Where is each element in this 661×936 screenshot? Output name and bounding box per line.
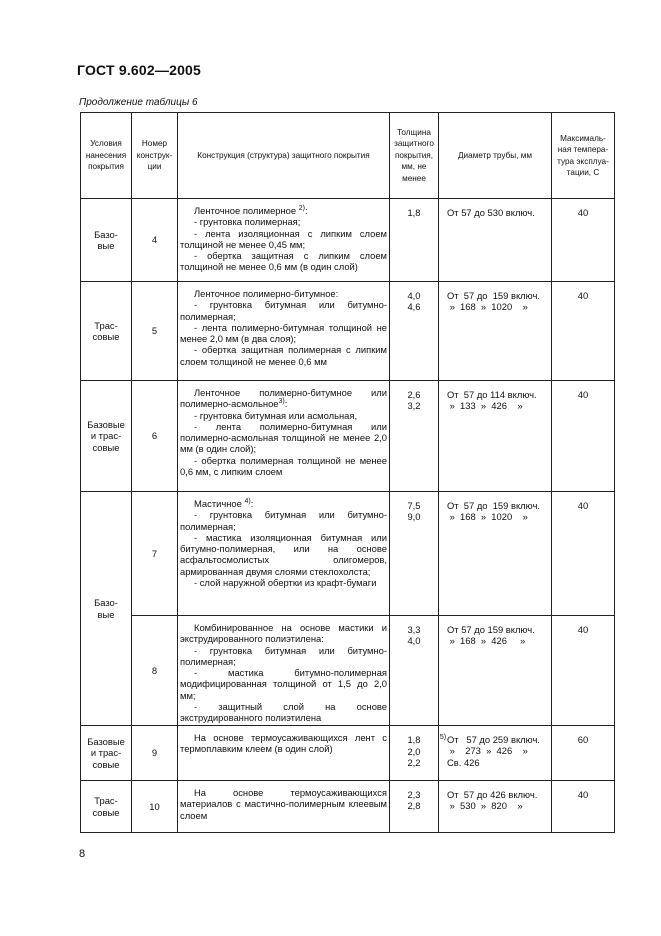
column-header-temperature: Максималь- ная темпера- тура эксплуа- тации, С: [552, 113, 615, 199]
diameter-cell: От 57 до 159 включ. » 168 » 1020 »: [439, 282, 552, 381]
condition-cell: Базовые и трас- совые: [81, 726, 132, 781]
thickness-cell: 1,8: [390, 199, 439, 282]
column-header-construction: Конструкция (структура) защитного покрытия: [178, 113, 390, 199]
diameter-cell: От 57 до 259 включ. » 273 » 426 » Св. 426: [439, 726, 552, 781]
number-cell: 9: [132, 726, 178, 781]
temperature-cell: 40: [552, 282, 615, 381]
condition-cell: Базовые и трас- совые: [81, 381, 132, 492]
column-header-thickness: Толщина защитного покрытия, мм, не менее: [390, 113, 439, 199]
temperature-cell: 40: [552, 492, 615, 616]
thickness-cell: 4,0 4,6: [390, 282, 439, 381]
number-cell: 8: [132, 616, 178, 726]
thickness-cell: 7,5 9,0: [390, 492, 439, 616]
number-cell: 6: [132, 381, 178, 492]
table-row: [81, 781, 615, 833]
temperature-cell: 40: [552, 616, 615, 726]
temperature-cell: 40: [552, 381, 615, 492]
temperature-cell: 60: [552, 726, 615, 781]
table-row: [81, 492, 615, 616]
column-header-condition: Условия нанесения покрытия: [81, 113, 132, 199]
construction-cell: Ленточное полимерное $^{2)}$: - грунтовка полимерная; - лента изоляционная с липким слоем толщиной не менее 0,45 мм; - обертка защитная с липким слоем толщиной не менее 0,6 мм (в один слой): [178, 199, 390, 282]
number-cell: 5: [132, 282, 178, 381]
number-cell: 7: [132, 492, 178, 616]
document-title: ГОСТ 9.602—2005: [77, 62, 202, 78]
construction-cell: Ленточное полимерно-битумное или полимерно-асмольное$^{3)}$: - грунтовка битумная или асмольная, - лента полимерно-битумная или полимерно-асмольная толщиной не менее 2,0 мм (в один слой); - обертка полимерная толщиной не менее 0,6 мм, с липким слоем: [178, 381, 390, 492]
diameter-cell: От 57 до 530 включ.: [439, 199, 552, 282]
construction-cell: Комбинированное на основе мастики и экструдированного полиэтилена: - грунтовка битумная или битумно-полимерная; - мастика битумно-полимерная модифицированная толщиной от 1,5 до 2,0 мм; - защитный слой на основе экструдированного полиэтилена: [178, 616, 390, 726]
diameter-cell: От 57 до 426 включ. » 530 » 820 »: [439, 781, 552, 833]
table-row: [81, 381, 615, 492]
temperature-cell: 40: [552, 781, 615, 833]
table-continuation-caption: Продолжение таблицы 6: [79, 97, 198, 108]
table-row: [81, 199, 615, 282]
construction-cell: Ленточное полимерно-битумное: - грунтовка битумная или битумно-полимерная; - лента полимерно-битумная толщиной не менее 2,0 мм (в два слоя); - обертка защитная полимерная с липким слоем толщиной не менее 0,6 мм: [178, 282, 390, 381]
number-cell: 4: [132, 199, 178, 282]
page-number: 8: [79, 848, 86, 860]
thickness-cell: $^{5)}$ 1,8 2,0 2,2: [390, 726, 439, 781]
diameter-cell: От 57 до 159 включ. » 168 » 426 »: [439, 616, 552, 726]
condition-cell: Трас- совые: [81, 282, 132, 381]
thickness-cell: 2,6 3,2: [390, 381, 439, 492]
number-cell: 10: [132, 781, 178, 833]
condition-cell: Базо- вые: [81, 492, 132, 726]
diameter-cell: От 57 до 159 включ. » 168 » 1020 »: [439, 492, 552, 616]
condition-cell: Базо- вые: [81, 199, 132, 282]
table-row: [81, 616, 615, 726]
construction-cell: На основе термоусаживающихся лент с термоплавким клеем (в один слой): [178, 726, 390, 781]
condition-cell: Трас- совые: [81, 781, 132, 833]
column-header-number: Номер конструк- ции: [132, 113, 178, 199]
diameter-cell: От 57 до 114 включ. » 133 » 426 »: [439, 381, 552, 492]
table-row: [81, 726, 615, 781]
table-header-row: [81, 113, 615, 199]
column-header-diameter: Диаметр трубы, мм: [439, 113, 552, 199]
thickness-cell: 2,3 2,8: [390, 781, 439, 833]
construction-cell: Мастичное $^{4)}$: - грунтовка битумная или битумно-полимерная; - мастика изоляционная битумная или битумно-полимерная, или на основе асфальтосмолистых олигомеров, армированная двумя слоями стеклохолста; - слой наружной обертки из крафт-бумаги: [178, 492, 390, 616]
coating-table: [80, 112, 615, 833]
construction-cell: На основе термоусаживающихся материалов с мастично-полимерным клеевым слоем: [178, 781, 390, 833]
temperature-cell: 40: [552, 199, 615, 282]
thickness-cell: 3,3 4,0: [390, 616, 439, 726]
table-row: [81, 282, 615, 381]
